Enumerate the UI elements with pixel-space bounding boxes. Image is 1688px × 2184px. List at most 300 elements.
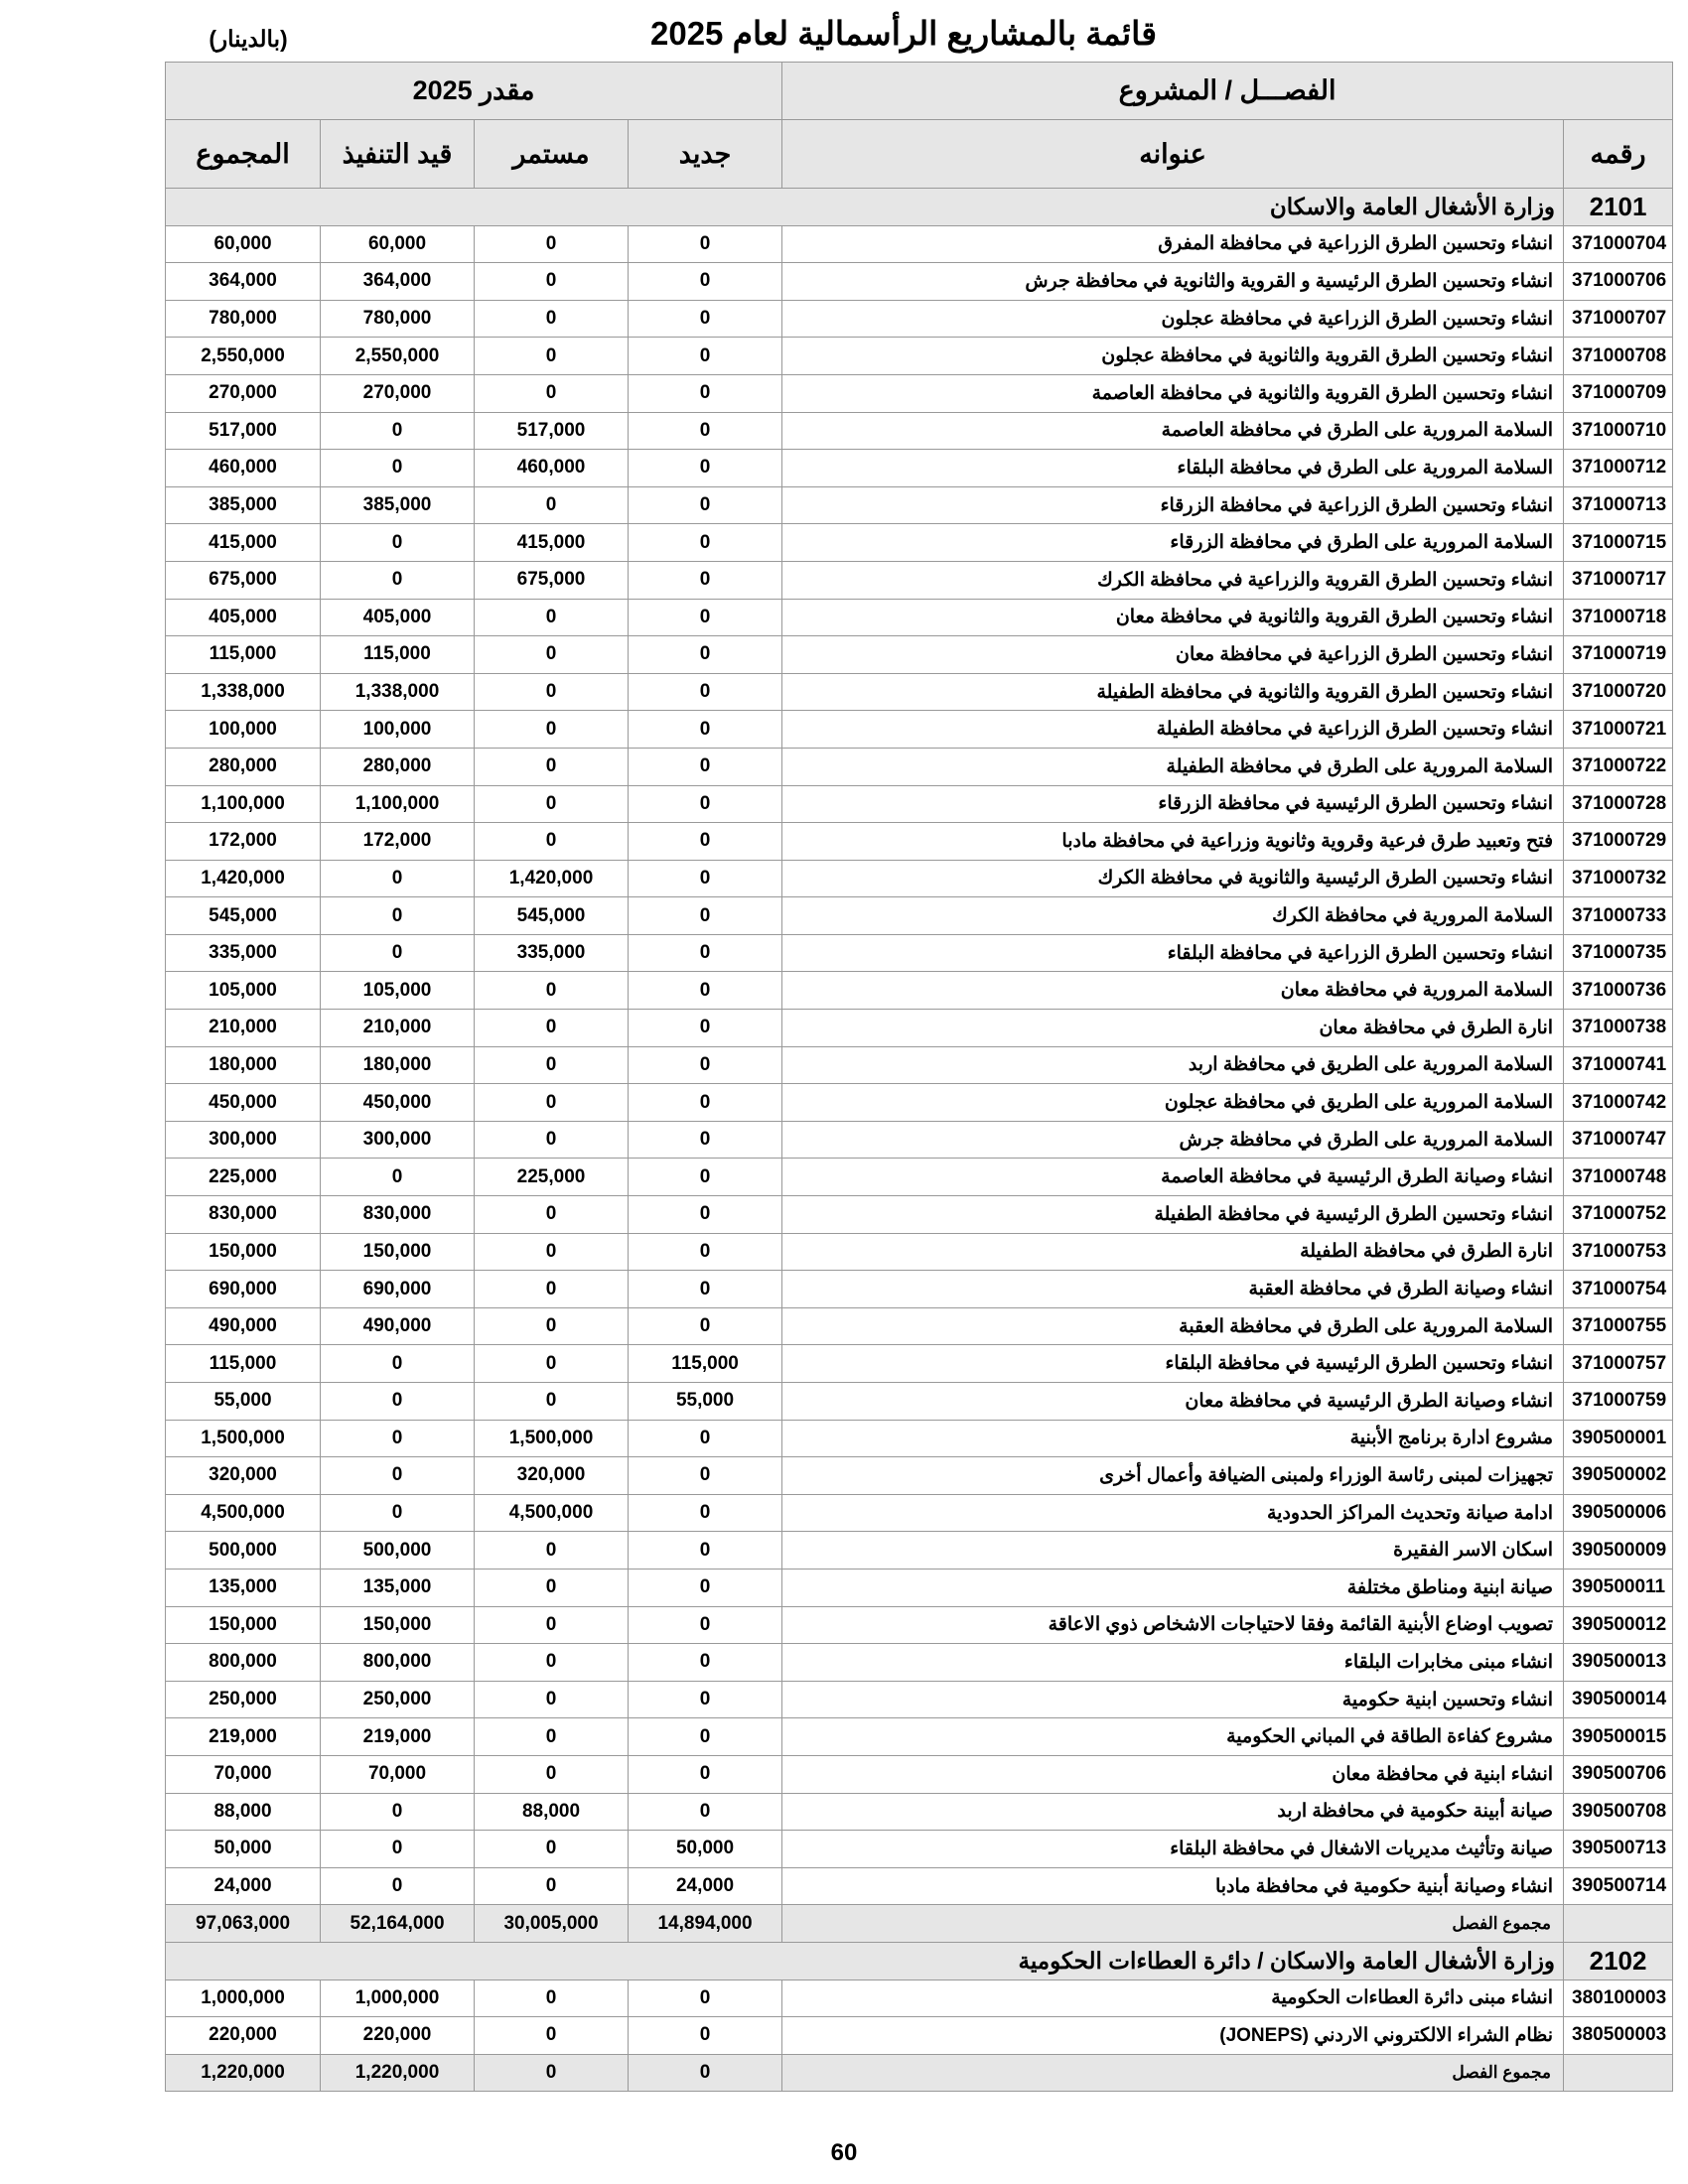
new-cell: 0 [629, 711, 782, 749]
new-cell: 24,000 [629, 1867, 782, 1905]
table-row [166, 599, 1673, 636]
chapter-total-continuing: 30,005,000 [475, 1905, 629, 1943]
continuing-cell: 0 [475, 2017, 629, 2055]
continuing-cell: 1,500,000 [475, 1420, 629, 1457]
total-cell: 460,000 [166, 450, 321, 487]
project-code-cell: 380100003 [1564, 1979, 1673, 2017]
project-code-cell: 371000706 [1564, 263, 1673, 301]
project-name-cell: انشاء ابنية في محافظة معان [782, 1755, 1564, 1793]
total-cell: 675,000 [166, 561, 321, 599]
project-code-cell: 371000733 [1564, 897, 1673, 935]
continuing-cell: 0 [475, 972, 629, 1010]
project-code-cell: 390500714 [1564, 1867, 1673, 1905]
total-cell: 780,000 [166, 300, 321, 338]
project-code-cell: 390500708 [1564, 1793, 1673, 1831]
table-row [166, 1307, 1673, 1345]
project-name-cell: تصويب اوضاع الأبنية القائمة وفقا لاحتياجات الاشخاص ذوي الاعاقة [782, 1606, 1564, 1644]
total-cell: 180,000 [166, 1046, 321, 1084]
project-code-cell: 390500706 [1564, 1755, 1673, 1793]
in-progress-cell: 500,000 [321, 1532, 475, 1570]
project-name-cell: انشاء وتحسين الطرق الزراعية في محافظة المفرق [782, 225, 1564, 263]
project-code-cell: 371000738 [1564, 1010, 1673, 1047]
total-cell: 115,000 [166, 1345, 321, 1383]
in-progress-cell: 150,000 [321, 1233, 475, 1271]
new-cell: 0 [629, 1606, 782, 1644]
in-progress-cell: 105,000 [321, 972, 475, 1010]
section-header-row [166, 189, 1673, 226]
total-cell: 490,000 [166, 1307, 321, 1345]
project-code-cell: 371000754 [1564, 1271, 1673, 1308]
in-progress-cell: 450,000 [321, 1084, 475, 1122]
project-name-cell: انشاء وتحسين الطرق القروية والثانوية في محافظة الطفيلة [782, 673, 1564, 711]
total-cell: 70,000 [166, 1755, 321, 1793]
total-cell: 364,000 [166, 263, 321, 301]
total-cell: 250,000 [166, 1681, 321, 1718]
total-cell: 24,000 [166, 1867, 321, 1905]
project-name-cell: انشاء وتحسين الطرق الرئيسية و القروية والثانوية في محافظة جرش [782, 263, 1564, 301]
total-cell: 1,100,000 [166, 785, 321, 823]
total-cell: 55,000 [166, 1383, 321, 1421]
new-cell: 0 [629, 1271, 782, 1308]
section-code: 2101 [1564, 189, 1673, 226]
project-code-cell: 371000752 [1564, 1196, 1673, 1234]
table-row [166, 1532, 1673, 1570]
continuing-cell: 0 [475, 1084, 629, 1122]
table-row [166, 860, 1673, 897]
total-cell: 50,000 [166, 1831, 321, 1868]
in-progress-cell: 0 [321, 1867, 475, 1905]
project-name-cell: انشاء وتحسين ابنية حكومية [782, 1681, 1564, 1718]
total-cell: 210,000 [166, 1010, 321, 1047]
total-cell: 320,000 [166, 1457, 321, 1495]
table-row [166, 1084, 1673, 1122]
new-cell: 0 [629, 934, 782, 972]
table-row [166, 1010, 1673, 1047]
new-cell: 0 [629, 1644, 782, 1682]
continuing-cell: 0 [475, 1383, 629, 1421]
total-cell: 1,420,000 [166, 860, 321, 897]
project-name-cell: السلامة المرورية على الطرق في محافظة العاصمة [782, 412, 1564, 450]
continuing-cell: 545,000 [475, 897, 629, 935]
new-cell: 0 [629, 1159, 782, 1196]
in-progress-cell: 385,000 [321, 486, 475, 524]
chapter-total-new: 14,894,000 [629, 1905, 782, 1943]
project-code-cell: 371000741 [1564, 1046, 1673, 1084]
continuing-cell: 0 [475, 599, 629, 636]
table-row [166, 263, 1673, 301]
project-name-cell: السلامة المرورية على الطرق في محافظة جرش [782, 1121, 1564, 1159]
project-code-cell: 390500009 [1564, 1532, 1673, 1570]
in-progress-cell: 0 [321, 897, 475, 935]
project-code-cell: 371000704 [1564, 225, 1673, 263]
table-row [166, 823, 1673, 861]
table-row [166, 897, 1673, 935]
total-cell: 335,000 [166, 934, 321, 972]
project-code-cell: 371000735 [1564, 934, 1673, 972]
new-cell: 0 [629, 450, 782, 487]
project-name-cell: انارة الطرق في محافظة الطفيلة [782, 1233, 1564, 1271]
new-cell: 0 [629, 1084, 782, 1122]
project-name-cell: مشروع ادارة برنامج الأبنية [782, 1420, 1564, 1457]
in-progress-cell: 1,100,000 [321, 785, 475, 823]
in-progress-cell: 0 [321, 1345, 475, 1383]
table-row [166, 748, 1673, 785]
in-progress-cell: 490,000 [321, 1307, 475, 1345]
table-row [166, 1233, 1673, 1271]
project-code-cell: 371000718 [1564, 599, 1673, 636]
new-cell: 0 [629, 524, 782, 562]
total-cell: 100,000 [166, 711, 321, 749]
total-cell: 105,000 [166, 972, 321, 1010]
chapter-total-row [166, 1905, 1673, 1943]
chapter-total-sum: 1,220,000 [166, 2054, 321, 2092]
project-name-cell: انشاء وتحسين الطرق القروية والثانوية في محافظة معان [782, 599, 1564, 636]
continuing-cell: 0 [475, 785, 629, 823]
project-code-cell: 390500713 [1564, 1831, 1673, 1868]
continuing-cell: 0 [475, 1569, 629, 1606]
in-progress-cell: 1,000,000 [321, 1979, 475, 2017]
total-cell: 1,000,000 [166, 1979, 321, 2017]
new-cell: 0 [629, 1196, 782, 1234]
in-progress-cell: 70,000 [321, 1755, 475, 1793]
table-row [166, 524, 1673, 562]
project-name-cell: السلامة المرورية على الطرق في محافظة الطفيلة [782, 748, 1564, 785]
section-title: وزارة الأشغال العامة والاسكان / دائرة العطاءات الحكومية [166, 1942, 1564, 1979]
table-row [166, 1159, 1673, 1196]
table-row [166, 1681, 1673, 1718]
project-name-cell: السلامة المرورية على الطريق في محافظة عجلون [782, 1084, 1564, 1122]
table-row [166, 972, 1673, 1010]
table-row [166, 1793, 1673, 1831]
continuing-cell: 0 [475, 1345, 629, 1383]
chapter-total-new: 0 [629, 2054, 782, 2092]
total-cell: 220,000 [166, 2017, 321, 2055]
table-row [166, 673, 1673, 711]
table-row [166, 1831, 1673, 1868]
continuing-cell: 0 [475, 225, 629, 263]
header-new: جديد [629, 120, 782, 189]
project-code-cell: 390500001 [1564, 1420, 1673, 1457]
table-row [166, 1420, 1673, 1457]
project-name-cell: انارة الطرق في محافظة معان [782, 1010, 1564, 1047]
chapter-total-continuing: 0 [475, 2054, 629, 2092]
header-chapter-project: الفصـــل / المشروع [782, 63, 1673, 120]
project-code-cell: 371000728 [1564, 785, 1673, 823]
chapter-total-row [166, 2054, 1673, 2092]
project-name-cell: اسكان الاسر الفقيرة [782, 1532, 1564, 1570]
continuing-cell: 0 [475, 1718, 629, 1756]
section-header-row [166, 1942, 1673, 1979]
table-row [166, 636, 1673, 674]
continuing-cell: 0 [475, 1979, 629, 2017]
table-row [166, 1494, 1673, 1532]
project-name-cell: تجهيزات لمبنى رئاسة الوزراء ولمبنى الضيافة وأعمال أخرى [782, 1457, 1564, 1495]
continuing-cell: 88,000 [475, 1793, 629, 1831]
new-cell: 0 [629, 972, 782, 1010]
table-row [166, 225, 1673, 263]
continuing-cell: 0 [475, 1046, 629, 1084]
project-code-cell: 371000732 [1564, 860, 1673, 897]
project-code-cell: 371000712 [1564, 450, 1673, 487]
in-progress-cell: 0 [321, 1159, 475, 1196]
table-row [166, 300, 1673, 338]
project-name-cell: ادامة صيانة وتحديث المراكز الحدودية [782, 1494, 1564, 1532]
new-cell: 55,000 [629, 1383, 782, 1421]
project-name-cell: انشاء وتحسين الطرق الرئيسية في محافظة الزرقاء [782, 785, 1564, 823]
currency-unit: (بالدينار) [209, 26, 288, 52]
continuing-cell: 0 [475, 1271, 629, 1308]
total-cell: 1,500,000 [166, 1420, 321, 1457]
page-title: قائمة بالمشاريع الرأسمالية لعام 2025 [650, 15, 1157, 52]
continuing-cell: 675,000 [475, 561, 629, 599]
total-cell: 150,000 [166, 1233, 321, 1271]
chapter-total-in-progress: 52,164,000 [321, 1905, 475, 1943]
in-progress-cell: 180,000 [321, 1046, 475, 1084]
table-row [166, 450, 1673, 487]
in-progress-cell: 830,000 [321, 1196, 475, 1234]
continuing-cell: 4,500,000 [475, 1494, 629, 1532]
project-name-cell: انشاء وصيانة الطرق في محافظة العقبة [782, 1271, 1564, 1308]
total-cell: 2,550,000 [166, 338, 321, 375]
total-cell: 88,000 [166, 1793, 321, 1831]
continuing-cell: 517,000 [475, 412, 629, 450]
project-code-cell: 371000715 [1564, 524, 1673, 562]
new-cell: 0 [629, 897, 782, 935]
chapter-total-sum: 97,063,000 [166, 1905, 321, 1943]
new-cell: 0 [629, 1307, 782, 1345]
new-cell: 0 [629, 374, 782, 412]
project-name-cell: انشاء وتحسين الطرق الزراعية في محافظة الزرقاء [782, 486, 1564, 524]
in-progress-cell: 210,000 [321, 1010, 475, 1047]
continuing-cell: 0 [475, 1532, 629, 1570]
continuing-cell: 0 [475, 1606, 629, 1644]
continuing-cell: 0 [475, 263, 629, 301]
header-row-columns [166, 120, 1673, 189]
project-name-cell: انشاء وتحسين الطرق الرئيسية في محافظة البلقاء [782, 1345, 1564, 1383]
new-cell: 0 [629, 486, 782, 524]
table-row [166, 1606, 1673, 1644]
in-progress-cell: 300,000 [321, 1121, 475, 1159]
project-code-cell: 371000717 [1564, 561, 1673, 599]
new-cell: 0 [629, 1010, 782, 1047]
table-row [166, 486, 1673, 524]
new-cell: 0 [629, 1494, 782, 1532]
total-cell: 150,000 [166, 1606, 321, 1644]
continuing-cell: 0 [475, 1010, 629, 1047]
table-row [166, 1644, 1673, 1682]
in-progress-cell: 172,000 [321, 823, 475, 861]
new-cell: 0 [629, 823, 782, 861]
in-progress-cell: 250,000 [321, 1681, 475, 1718]
project-code-cell: 390500015 [1564, 1718, 1673, 1756]
continuing-cell: 0 [475, 748, 629, 785]
capital-projects-table [165, 62, 1673, 2092]
project-name-cell: مشروع كفاءة الطاقة في المباني الحكومية [782, 1718, 1564, 1756]
project-code-cell: 371000759 [1564, 1383, 1673, 1421]
total-cell: 800,000 [166, 1644, 321, 1682]
continuing-cell: 0 [475, 711, 629, 749]
in-progress-cell: 1,338,000 [321, 673, 475, 711]
new-cell: 0 [629, 412, 782, 450]
total-cell: 517,000 [166, 412, 321, 450]
table-row [166, 1755, 1673, 1793]
header-row-top [166, 63, 1673, 120]
new-cell: 115,000 [629, 1345, 782, 1383]
continuing-cell: 0 [475, 486, 629, 524]
continuing-cell: 0 [475, 300, 629, 338]
project-code-cell: 390500011 [1564, 1569, 1673, 1606]
project-name-cell: انشاء وتحسين الطرق الزراعية في محافظة معان [782, 636, 1564, 674]
table-row [166, 1457, 1673, 1495]
continuing-cell: 1,420,000 [475, 860, 629, 897]
project-name-cell: صيانة ابنية ومناطق مختلفة [782, 1569, 1564, 1606]
total-cell: 60,000 [166, 225, 321, 263]
new-cell: 0 [629, 561, 782, 599]
table-row [166, 1867, 1673, 1905]
in-progress-cell: 219,000 [321, 1718, 475, 1756]
project-name-cell: السلامة المرورية على الطريق في محافظة اربد [782, 1046, 1564, 1084]
in-progress-cell: 364,000 [321, 263, 475, 301]
project-name-cell: انشاء وتحسين الطرق الزراعية في محافظة عجلون [782, 300, 1564, 338]
project-name-cell: انشاء وتحسين الطرق القروية والثانوية في محافظة عجلون [782, 338, 1564, 375]
in-progress-cell: 0 [321, 1831, 475, 1868]
project-code-cell: 371000742 [1564, 1084, 1673, 1122]
project-name-cell: انشاء وصيانة الطرق الرئيسية في محافظة معان [782, 1383, 1564, 1421]
new-cell: 0 [629, 1233, 782, 1271]
project-name-cell: السلامة المرورية على الطرق في محافظة العقبة [782, 1307, 1564, 1345]
total-cell: 4,500,000 [166, 1494, 321, 1532]
project-name-cell: انشاء وصيانة أبنية حكومية في محافظة مادبا [782, 1867, 1564, 1905]
project-name-cell: فتح وتعبيد طرق فرعية وقروية وثانوية وزراعية في محافظة مادبا [782, 823, 1564, 861]
continuing-cell: 0 [475, 823, 629, 861]
total-cell: 500,000 [166, 1532, 321, 1570]
header-number: رقمه [1564, 120, 1673, 189]
continuing-cell: 0 [475, 1644, 629, 1682]
project-code-cell: 390500002 [1564, 1457, 1673, 1495]
project-code-cell: 371000748 [1564, 1159, 1673, 1196]
project-code-cell: 371000757 [1564, 1345, 1673, 1383]
table-row [166, 338, 1673, 375]
continuing-cell: 0 [475, 1196, 629, 1234]
chapter-total-in-progress: 1,220,000 [321, 2054, 475, 2092]
project-name-cell: نظام الشراء الالكتروني الاردني (JONEPS) [782, 2017, 1564, 2055]
in-progress-cell: 0 [321, 1383, 475, 1421]
project-code-cell: 371000710 [1564, 412, 1673, 450]
project-code-cell: 371000719 [1564, 636, 1673, 674]
project-code-cell: 371000736 [1564, 972, 1673, 1010]
project-name-cell: السلامة المرورية على الطرق في محافظة البلقاء [782, 450, 1564, 487]
project-code-cell: 371000720 [1564, 673, 1673, 711]
project-name-cell: صيانة أبينة حكومية في محافظة اربد [782, 1793, 1564, 1831]
table-row [166, 1383, 1673, 1421]
table-row [166, 1196, 1673, 1234]
new-cell: 0 [629, 599, 782, 636]
new-cell: 0 [629, 785, 782, 823]
continuing-cell: 0 [475, 673, 629, 711]
project-name-cell: انشاء وتحسين الطرق القروية والثانوية في محافظة العاصمة [782, 374, 1564, 412]
table-row [166, 711, 1673, 749]
total-cell: 405,000 [166, 599, 321, 636]
continuing-cell: 0 [475, 636, 629, 674]
new-cell: 0 [629, 1979, 782, 2017]
total-cell: 1,338,000 [166, 673, 321, 711]
new-cell: 0 [629, 1532, 782, 1570]
table-row [166, 1121, 1673, 1159]
header-continuing: مستمر [475, 120, 629, 189]
project-code-cell: 371000721 [1564, 711, 1673, 749]
total-cell: 545,000 [166, 897, 321, 935]
project-code-cell: 371000747 [1564, 1121, 1673, 1159]
continuing-cell: 0 [475, 338, 629, 375]
new-cell: 0 [629, 1046, 782, 1084]
continuing-cell: 320,000 [475, 1457, 629, 1495]
continuing-cell: 0 [475, 1831, 629, 1868]
in-progress-cell: 220,000 [321, 2017, 475, 2055]
continuing-cell: 0 [475, 1233, 629, 1271]
new-cell: 0 [629, 263, 782, 301]
in-progress-cell: 0 [321, 450, 475, 487]
project-code-cell: 390500012 [1564, 1606, 1673, 1644]
new-cell: 0 [629, 1755, 782, 1793]
project-code-cell: 371000708 [1564, 338, 1673, 375]
table-row [166, 1979, 1673, 2017]
total-cell: 219,000 [166, 1718, 321, 1756]
in-progress-cell: 800,000 [321, 1644, 475, 1682]
project-code-cell: 371000729 [1564, 823, 1673, 861]
continuing-cell: 0 [475, 1755, 629, 1793]
header-name: عنوانه [782, 120, 1564, 189]
new-cell: 0 [629, 673, 782, 711]
new-cell: 0 [629, 225, 782, 263]
total-cell: 300,000 [166, 1121, 321, 1159]
continuing-cell: 0 [475, 1307, 629, 1345]
project-code-cell: 390500014 [1564, 1681, 1673, 1718]
table-row [166, 1345, 1673, 1383]
in-progress-cell: 0 [321, 1494, 475, 1532]
in-progress-cell: 150,000 [321, 1606, 475, 1644]
project-name-cell: صيانة وتأثيث مديريات الاشغال في محافظة البلقاء [782, 1831, 1564, 1868]
continuing-cell: 0 [475, 1121, 629, 1159]
header-in-progress: قيد التنفيذ [321, 120, 475, 189]
total-cell: 385,000 [166, 486, 321, 524]
table-row [166, 1046, 1673, 1084]
project-code-cell: 380500003 [1564, 2017, 1673, 2055]
in-progress-cell: 0 [321, 934, 475, 972]
in-progress-cell: 0 [321, 1420, 475, 1457]
in-progress-cell: 115,000 [321, 636, 475, 674]
continuing-cell: 415,000 [475, 524, 629, 562]
in-progress-cell: 135,000 [321, 1569, 475, 1606]
total-cell: 690,000 [166, 1271, 321, 1308]
total-cell: 830,000 [166, 1196, 321, 1234]
project-code-cell: 371000709 [1564, 374, 1673, 412]
new-cell: 0 [629, 300, 782, 338]
new-cell: 0 [629, 1121, 782, 1159]
new-cell: 0 [629, 636, 782, 674]
continuing-cell: 335,000 [475, 934, 629, 972]
project-name-cell: السلامة المرورية في محافظة الكرك [782, 897, 1564, 935]
total-cell: 115,000 [166, 636, 321, 674]
total-cell: 280,000 [166, 748, 321, 785]
total-cell: 135,000 [166, 1569, 321, 1606]
table-row [166, 1569, 1673, 1606]
new-cell: 0 [629, 1718, 782, 1756]
project-code-cell: 371000722 [1564, 748, 1673, 785]
chapter-total-label: مجموع الفصل [782, 1905, 1564, 1943]
new-cell: 0 [629, 860, 782, 897]
new-cell: 0 [629, 1569, 782, 1606]
project-name-cell: انشاء وتحسين الطرق الزراعية في محافظة البلقاء [782, 934, 1564, 972]
